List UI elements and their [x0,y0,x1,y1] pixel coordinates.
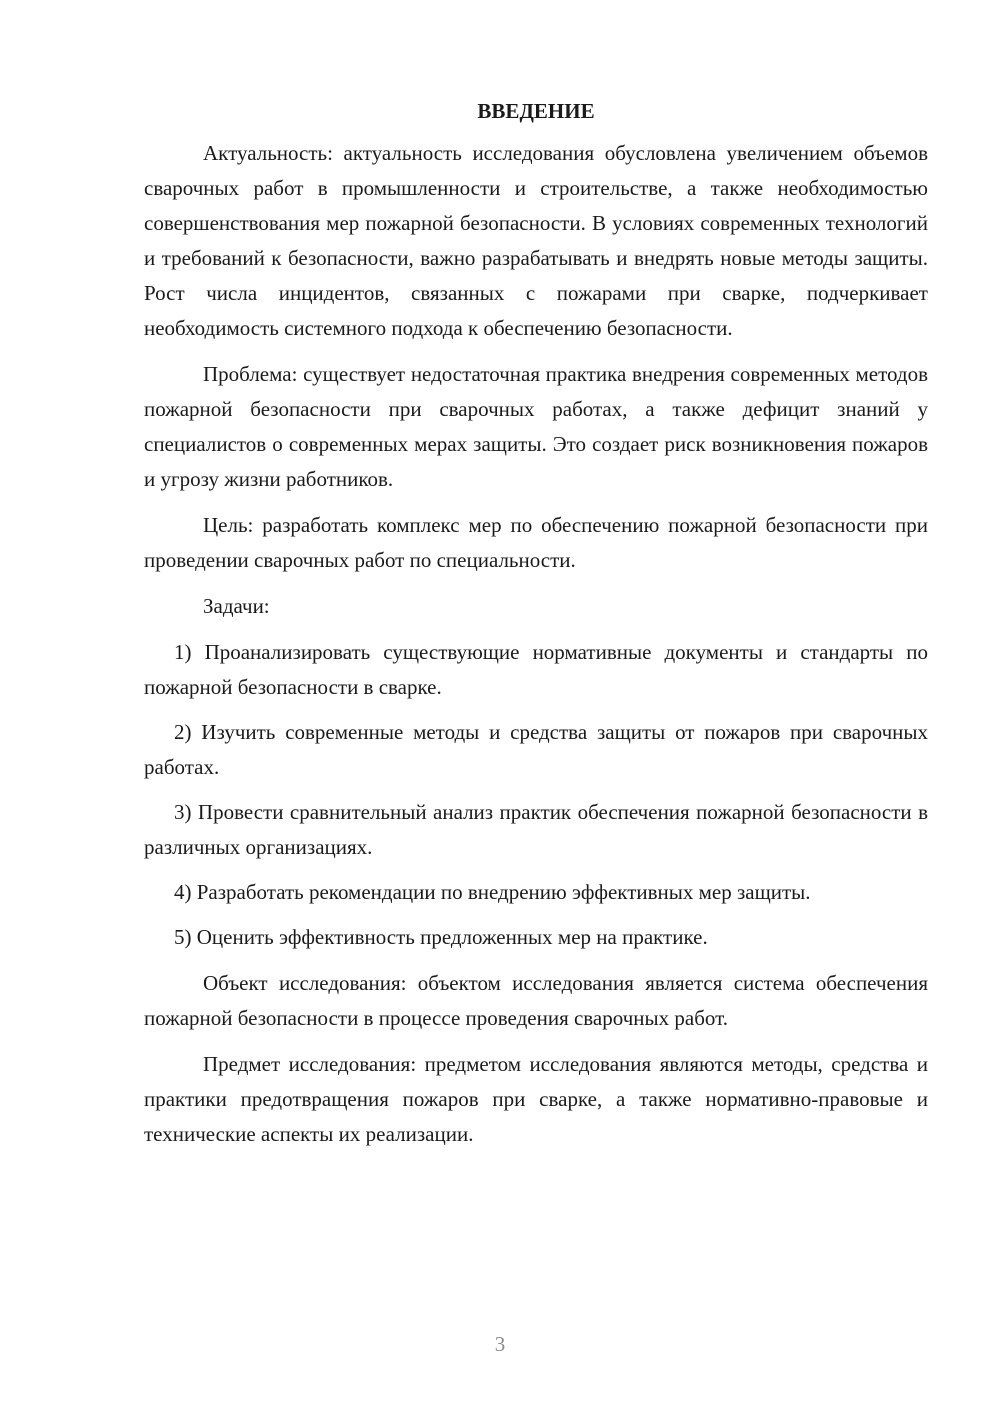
task-item-2: 2) Изучить современные методы и средства защиты от пожаров при сварочных работах. [144,720,928,779]
task-item-3: 3) Провести сравнительный анализ практик обеспечения пожарной безопасности в различных организациях. [144,800,928,859]
subject-paragraph: Предмет исследования: предметом исследования являются методы, средства и практики предотвращения пожаров при сварке, а также нормативно-правовые и технические аспекты их реализации. [144,1052,928,1146]
tasks-list [144,635,928,955]
page-number: 3 [494,1332,506,1356]
problem-paragraph: Проблема: существует недостаточная практика внедрения современных методов пожарной безопасности при сварочных работах, а также дефицит знаний у специалистов о современных мерах защиты. Это создает риск возникновения пожаров и угрозу жизни работников. [144,362,928,491]
task-item-1: 1) Проанализировать существующие нормативные документы и стандарты по пожарной безопасности в сварке. [144,640,928,699]
task-item-4: 4) Разработать рекомендации по внедрению эффективных мер защиты. [174,880,811,904]
goal-paragraph: Цель: разработать комплекс мер по обеспечению пожарной безопасности при проведении сварочных работ по специальности. [144,513,928,572]
task-item-5: 5) Оценить эффективность предложенных мер на практике. [174,925,708,949]
tasks-heading: Задачи: [203,594,270,618]
document-page [144,96,928,1163]
relevance-paragraph: Актуальность: актуальность исследования обусловлена увеличением объемов сварочных работ в промышленности и строительстве, а также необходимостью совершенствования мер пожарной безопасности. В условиях современных технологий и требований к безопасности, важно разрабатывать и внедрять новые методы защиты. Рост числа инцидентов, связанных с пожарами при сварке, подчеркивает необходимость системного подхода к обеспечению безопасности. [144,141,928,340]
page-title: ВВЕДЕНИЕ [477,99,595,123]
object-paragraph: Объект исследования: объектом исследования является система обеспечения пожарной безопасности в процессе проведения сварочных работ. [144,971,928,1030]
